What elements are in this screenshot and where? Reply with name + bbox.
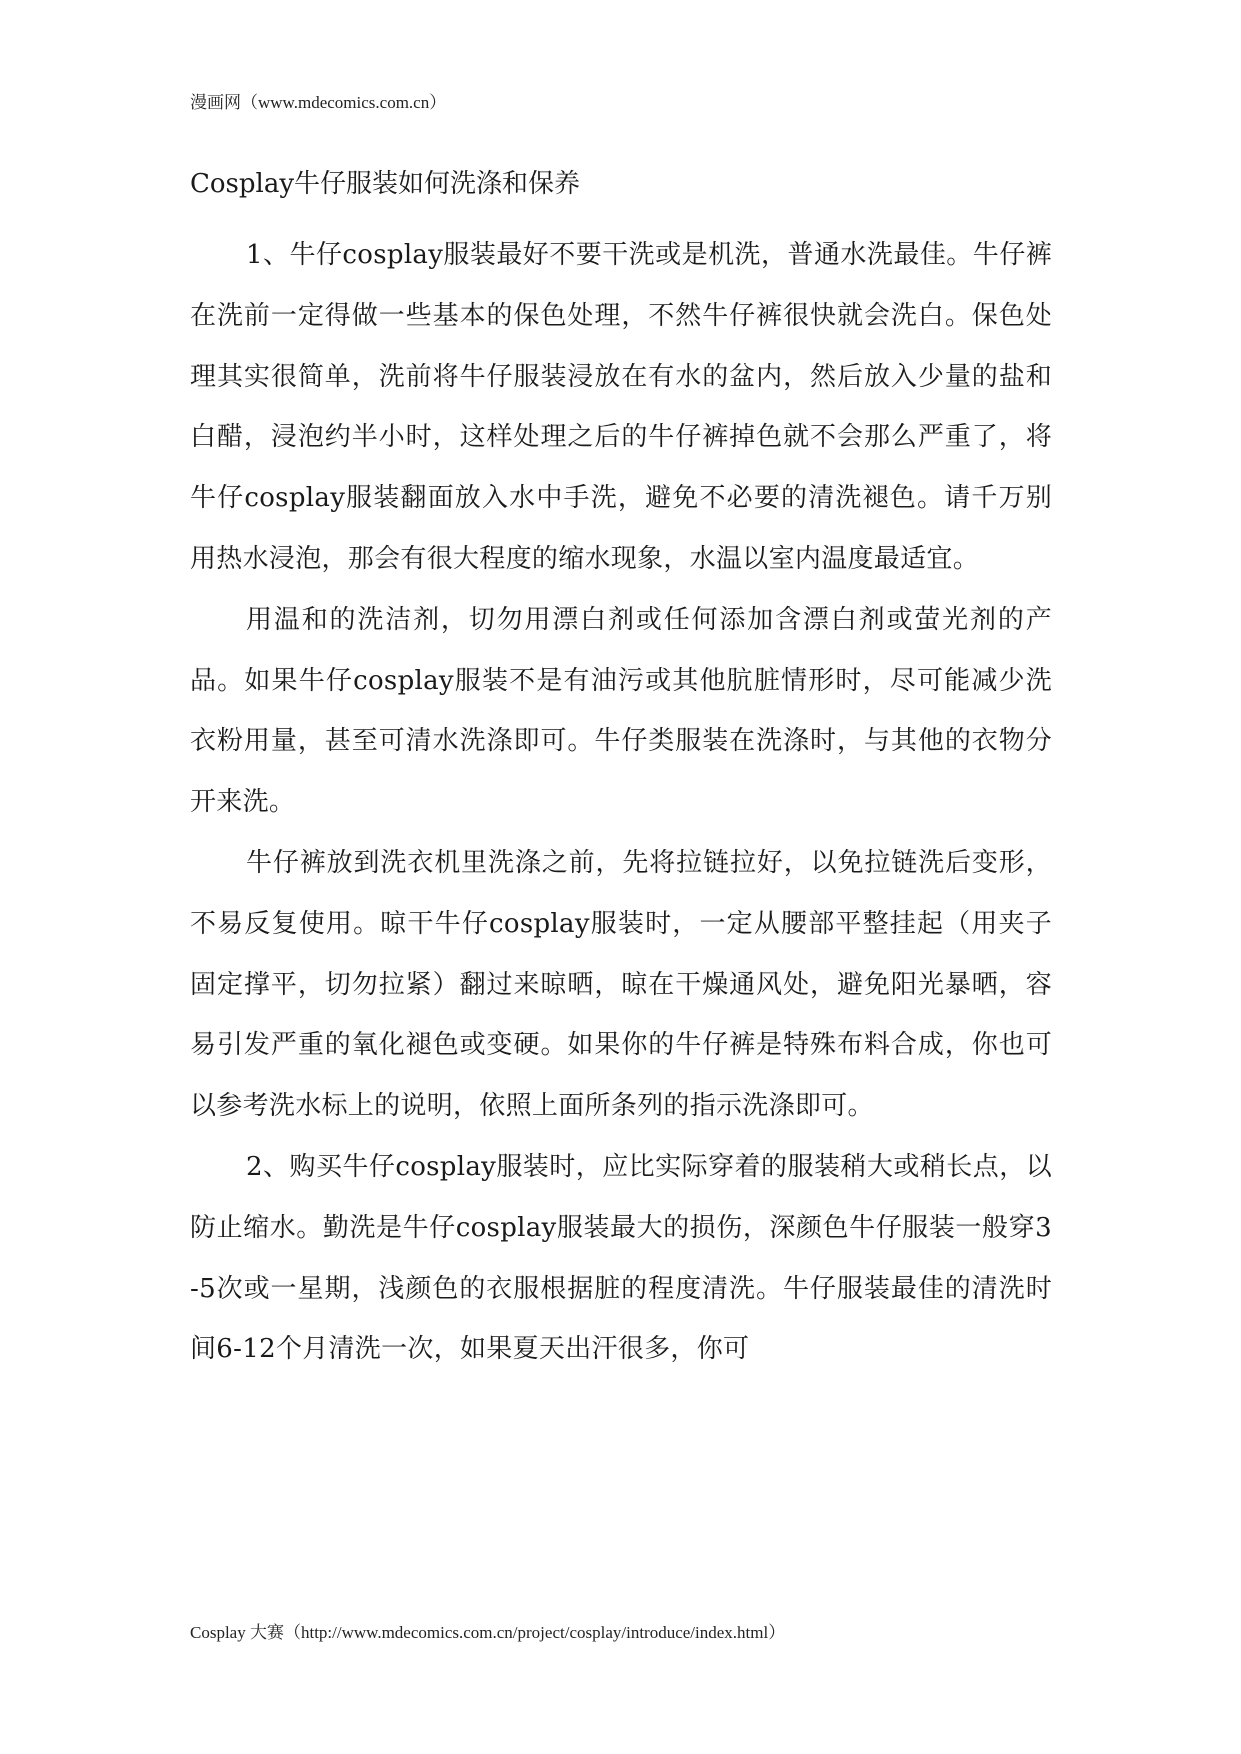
paragraph-3: 牛仔裤放到洗衣机里洗涤之前，先将拉链拉好，以免拉链洗后变形，不易反复使用。晾干牛仔cosplay服装时，一定从腰部平整挂起（用夹子固定撑平，切勿拉紧）翻过来晾晒，晾在干燥通风处，避免阳光暴晒，容易引发严重的氧化褪色或变硬。如果你的牛仔裤是特殊布料合成，你也可以参考洗水标上的说明，依照上面所条列的指示洗涤即可。 (190, 847, 1052, 1122)
paragraph-2: 用温和的洗洁剂，切勿用漂白剂或任何添加含漂白剂或萤光剂的产品。如果牛仔cosplay服装不是有油污或其他肮脏情形时，尽可能减少洗衣粉用量，甚至可清水洗涤即可。牛仔类服装在洗涤时，与其他的衣物分开来洗。 (190, 604, 1052, 818)
document-title: Cosplay牛仔服装如何洗涤和保养 (190, 169, 581, 199)
paragraph-1: 1、牛仔cosplay服装最好不要干洗或是机洗，普通水洗最佳。牛仔裤在洗前一定得做一些基本的保色处理，不然牛仔裤很快就会洗白。保色处理其实很简单，洗前将牛仔服装浸放在有水的盆内，然后放入少量的盐和白醋，浸泡约半小时，这样处理之后的牛仔裤掉色就不会那么严重了，将牛仔cosplay服装翻面放入水中手洗，避免不必要的清洗褪色。请千万别用热水浸泡，那会有很大程度的缩水现象，水温以室内温度最适宜。 (190, 240, 1052, 574)
paragraph-4: 2、购买牛仔cosplay服装时，应比实际穿着的服装稍大或稍长点，以防止缩水。勤洗是牛仔cosplay服装最大的损伤，深颜色牛仔服装一般穿3-5次或一星期，浅颜色的衣服根据脏的程度清洗。牛仔服装最佳的清洗时间6-12个月清洗一次，如果夏天出汗很多，你可 (190, 1151, 1052, 1365)
page-footer: Cosplay 大赛（http://www.mdecomics.com.cn/project/cosplay/introduce/index.html） (190, 1623, 786, 1642)
document-body (190, 225, 1052, 1380)
page-header: 漫画网（www.mdecomics.com.cn） (190, 93, 447, 112)
